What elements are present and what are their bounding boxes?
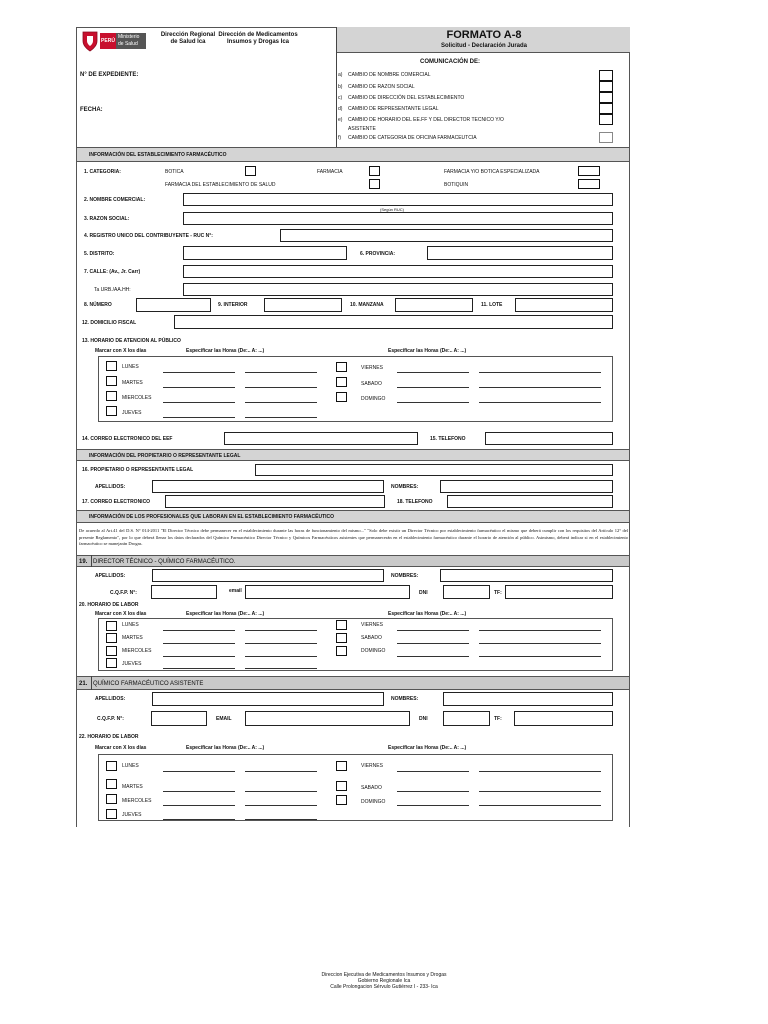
legal-paragraph: De acuerdo al Art.41 del D.S. N° 014-2011 "El Director Técnico debe permanecer en el establecimiento durante las horas de funcionamiento del mismo..." "Solo debe existir un Director Técnico por establecimiento farmacéutico el mismo que deberá cumplir con los requisitos del Artículo 12° del presente Reglamento", por lo que deberá llenar los datos declarados del Químico Farmacéutico Director Técnico y Químicos Farmacéuticos asistentes que permanecerán en el establecimiento farmacéutico durante el horario de atención al público. Asimismo, deberá indicar si en el establecimiento farmacéutico se manejarán Drogas. <box>79 528 628 546</box>
logo <box>80 30 146 52</box>
razon-social-field[interactable] <box>183 212 613 225</box>
nombre-comercial-label: 2. NOMBRE COMERCIAL: <box>84 197 146 203</box>
hours-line[interactable] <box>245 372 317 373</box>
day-label: MIERCOLES <box>122 648 152 654</box>
provincia-field[interactable] <box>427 246 613 260</box>
peru-shield-icon <box>80 30 100 52</box>
day-label: MARTES <box>122 635 143 641</box>
day-label: SABADO <box>361 381 382 387</box>
comm-checkbox-e[interactable] <box>599 114 613 125</box>
peru-badge <box>100 33 116 49</box>
farmacia-checkbox[interactable] <box>369 166 380 176</box>
comm-checkbox-b[interactable] <box>599 81 613 92</box>
qa-cqfp-label: C.Q.F.P. N°: <box>97 716 124 722</box>
day-label: LUNES <box>122 622 139 628</box>
dt-dni-label: DNI <box>419 590 428 596</box>
botiquin-label: BOTIQUIN <box>444 182 469 188</box>
day-checkbox-jueves[interactable] <box>106 406 117 416</box>
marcar-label: Marcar con X los días <box>95 611 147 617</box>
horario-atencion-label: 13. HORARIO DE ATENCION AL PÚBLICO <box>82 338 181 344</box>
hours-line[interactable] <box>163 791 235 792</box>
day-label: MARTES <box>122 784 143 790</box>
comm-checkbox-c[interactable] <box>599 92 613 103</box>
day-checkbox-miercoles[interactable] <box>106 646 117 656</box>
day-checkbox-martes[interactable] <box>106 633 117 643</box>
comm-item-b <box>338 84 415 90</box>
hours-line[interactable] <box>163 819 235 820</box>
qa-dni-label: DNI <box>419 716 428 722</box>
header-divider <box>336 27 337 147</box>
especificar-label: Especificar las Horas (De:.. A: ...) <box>186 745 265 751</box>
day-checkbox-miercoles[interactable] <box>106 794 117 804</box>
asistente-num-divider <box>91 676 92 690</box>
especificar-label-right: Especificar las Horas (De:.. A: ...) <box>388 348 467 354</box>
section-propietario-header <box>76 449 630 461</box>
dt-cqfp-label: C.Q.F.P. N°: <box>110 590 137 596</box>
lote-field[interactable] <box>515 298 613 312</box>
qa-horario-label: 22. HORARIO DE LABOR <box>79 734 139 740</box>
especificar-label: Especificar las Horas (De:.. A: ...) <box>186 348 265 354</box>
hours-line[interactable] <box>163 402 235 403</box>
day-label: SABADO <box>361 785 382 791</box>
section-asistente-header <box>76 676 630 690</box>
comm-letter: c) <box>338 95 343 101</box>
day-label: LUNES <box>122 364 139 370</box>
schedule-grid-2 <box>98 618 613 671</box>
peru-label: PERÚ <box>101 38 115 44</box>
hours-line[interactable] <box>479 791 601 792</box>
comm-text: CAMBIO DE RAZON SOCIAL <box>348 84 415 90</box>
propietario-field[interactable] <box>255 464 613 476</box>
hours-line[interactable] <box>479 630 601 631</box>
dt-tf-field[interactable] <box>505 585 613 599</box>
categoria-label: 1. CATEGORIA: <box>84 169 121 175</box>
segun-ruc-note: (Según RUC) <box>380 207 405 212</box>
comm-text: CAMBIO DE DIRECCIÓN DEL ESTABLECIMIENTO <box>348 95 465 101</box>
hours-line[interactable] <box>245 805 317 806</box>
hours-line[interactable] <box>479 656 601 657</box>
day-checkbox-martes[interactable] <box>106 376 117 386</box>
day-label: MARTES <box>122 380 143 386</box>
marcar-label: Marcar con X los días <box>95 348 147 354</box>
day-label: DOMINGO <box>361 396 386 402</box>
day-checkbox-lunes[interactable] <box>106 361 117 371</box>
hours-line[interactable] <box>163 805 235 806</box>
correo-eef-field[interactable] <box>224 432 418 445</box>
day-checkbox-miercoles[interactable] <box>106 391 117 401</box>
prop-telefono-label: 18. TELEFONO <box>397 499 433 505</box>
farmacia-especializada-label: FARMACIA Y/O BOTICA ESPECIALIZADA <box>444 169 540 175</box>
hours-line[interactable] <box>245 402 317 403</box>
section-profesionales-title: INFORMACIÓN DE LOS PROFESIONALES QUE LABORAN EN EL ESTABLECIMIENTO FARMACÉUTICO <box>89 514 335 520</box>
telefono-eef-label: 15. TELEFONO <box>430 436 466 442</box>
hours-line[interactable] <box>397 643 469 644</box>
section-profesionales-header <box>76 510 630 523</box>
lote-label: 11. LOTE <box>481 302 503 308</box>
botica-label: BOTICA <box>165 169 184 175</box>
calle-field[interactable] <box>183 265 613 278</box>
comm-text: CAMBIO DE CATEGORIA DE OFICINA FARMACEUTCIA <box>348 135 477 141</box>
ruc-label: 4. REGISTRO UNICO DEL CONTRIBUYENTE - RUC N°: <box>84 233 213 239</box>
hours-line[interactable] <box>397 805 469 806</box>
dt-tf-label: TF: <box>494 590 502 596</box>
comm-checkbox-a[interactable] <box>599 70 613 81</box>
day-label: JUEVES <box>122 410 142 416</box>
hours-line[interactable] <box>397 791 469 792</box>
hours-line[interactable] <box>163 387 235 388</box>
nombre-comercial-field[interactable] <box>183 193 613 206</box>
distrito-field[interactable] <box>183 246 347 260</box>
botica-checkbox[interactable] <box>245 166 256 176</box>
prop-apellidos-field[interactable] <box>152 480 384 493</box>
comm-text: ASISTENTE <box>348 126 376 132</box>
day-checkbox-sabado[interactable] <box>336 377 347 387</box>
day-checkbox-viernes[interactable] <box>336 761 347 771</box>
razon-social-label: 3. RAZON SOCIAL: <box>84 216 130 222</box>
propietario-label: 16. PROPIETARIO O REPRESENTANTE LEGAL <box>82 467 194 473</box>
footer <box>300 972 468 990</box>
section-director-header <box>76 555 630 567</box>
dir-regional-line2: de Salud Ica <box>170 39 206 45</box>
dt-email-field[interactable] <box>245 585 410 599</box>
director-num-divider <box>91 555 92 567</box>
botiquin-checkbox[interactable] <box>578 179 600 189</box>
hours-line[interactable] <box>397 771 469 772</box>
comm-letter: e) <box>338 117 343 123</box>
correo-eef-label: 14. CORREO ELECTRONICO DEL EEF <box>82 436 173 442</box>
de-salud-label: de Salud <box>118 41 138 47</box>
ruc-field[interactable] <box>280 229 613 242</box>
prop-nombres-label: NOMBRES: <box>391 484 419 490</box>
dt-apellidos-label: APELLIDOS: <box>95 573 126 579</box>
hours-line[interactable] <box>479 805 601 806</box>
qa-nombres-label: NOMBRES: <box>391 696 419 702</box>
day-label: MIERCOLES <box>122 395 152 401</box>
urb-field[interactable] <box>183 283 613 296</box>
dt-nombres-label: NOMBRES: <box>391 573 419 579</box>
hours-line[interactable] <box>245 630 317 631</box>
day-checkbox-sabado[interactable] <box>336 781 347 791</box>
prop-correo-label: 17. CORREO ELECTRONICO <box>82 499 151 505</box>
comm-letter: d) <box>338 106 343 112</box>
provincia-label: 6. PROVINCIA: <box>360 251 396 257</box>
qa-nombres-field[interactable] <box>443 692 613 706</box>
telefono-eef-field[interactable] <box>485 432 613 445</box>
numero-field[interactable] <box>136 298 211 312</box>
hours-line[interactable] <box>397 387 469 388</box>
day-checkbox-domingo[interactable] <box>336 646 347 656</box>
section-director-number: 19. <box>79 559 88 565</box>
qa-dni-field[interactable] <box>443 711 490 726</box>
comm-item-f <box>338 135 477 141</box>
dir-med-line1: Dirección de Medicamentos <box>218 32 298 38</box>
ministerio-badge <box>116 33 146 49</box>
farmacia-especializada-checkbox[interactable] <box>578 166 600 176</box>
especificar-label-right: Especificar las Horas (De:.. A: ...) <box>388 611 467 617</box>
especificar-label: Especificar las Horas (De:.. A: ...) <box>186 611 265 617</box>
hours-line[interactable] <box>245 387 317 388</box>
hours-line[interactable] <box>397 656 469 657</box>
fecha-label: FECHA: <box>80 107 103 113</box>
hours-line[interactable] <box>397 630 469 631</box>
qa-email-label: EMAIL <box>216 716 232 722</box>
section-establecimiento-title: INFORMACIÓN DEL ESTABLECIMIENTO FARMACÉUTICO <box>89 152 227 158</box>
qa-apellidos-label: APELLIDOS: <box>95 696 126 702</box>
hours-line[interactable] <box>163 630 235 631</box>
day-label: JUEVES <box>122 661 142 667</box>
hours-line[interactable] <box>245 656 317 657</box>
manzana-field[interactable] <box>395 298 473 312</box>
hours-line[interactable] <box>163 417 235 418</box>
interior-field[interactable] <box>264 298 342 312</box>
day-checkbox-sabado[interactable] <box>336 633 347 643</box>
format-title: FORMATO A-8 <box>446 29 522 41</box>
hours-line[interactable] <box>163 656 235 657</box>
hours-line[interactable] <box>397 402 469 403</box>
section-propietario-title: INFORMACIÓN DEL PROPIETARIO O REPRESENTANTE LEGAL <box>89 453 241 459</box>
hours-line[interactable] <box>245 819 317 820</box>
comm-item-c <box>338 95 465 101</box>
manzana-label: 10. MANZANA <box>350 302 384 308</box>
footer-line3: Calle Prolongacion Sérvulo Gutiérrez I - 233- Ica <box>330 984 438 990</box>
farmacia-salud-label: FARMACIA DEL ESTABLECIMIENTO DE SALUD <box>165 182 276 188</box>
hours-line[interactable] <box>163 643 235 644</box>
comm-text: CAMBIO DE HORARIO DEL EE.FF Y DEL DIRECTOR TECNICO Y/O <box>348 117 504 123</box>
hours-line[interactable] <box>163 372 235 373</box>
day-checkbox-domingo[interactable] <box>336 795 347 805</box>
farmacia-salud-checkbox[interactable] <box>369 179 380 189</box>
comm-text: CAMBIO DE NOMBRE COMERCIAL <box>348 72 431 78</box>
calle-label: 7. CALLE: (Av., Jr. Carr) <box>84 269 141 275</box>
comm-checkbox-d[interactable] <box>599 103 613 114</box>
dt-apellidos-field[interactable] <box>152 569 384 582</box>
day-checkbox-viernes[interactable] <box>336 362 347 372</box>
day-label: LUNES <box>122 763 139 769</box>
dir-regional-line1: Dirección Regional <box>160 32 216 38</box>
domicilio-field[interactable] <box>174 315 613 329</box>
expediente-label: N° DE EXPEDIENTE: <box>80 72 139 78</box>
domicilio-label: 12. DOMICILIO FISCAL <box>82 320 137 326</box>
qa-cqfp-field[interactable] <box>151 711 207 726</box>
prop-nombres-field[interactable] <box>440 480 613 493</box>
day-checkbox-lunes[interactable] <box>106 761 117 771</box>
hours-line[interactable] <box>479 387 601 388</box>
dir-medicamentos <box>218 32 298 46</box>
dt-dni-field[interactable] <box>443 585 490 599</box>
comunicacion-label: COMUNICACIÓN DE: <box>420 59 480 65</box>
qa-tf-label: TF: <box>494 716 502 722</box>
qa-email-field[interactable] <box>245 711 410 726</box>
distrito-label: 5. DISTRITO: <box>84 251 115 257</box>
hours-line[interactable] <box>479 372 601 373</box>
ministerio-label: Ministerio <box>118 34 140 40</box>
hours-line[interactable] <box>479 771 601 772</box>
comm-checkbox-f[interactable] <box>599 132 613 143</box>
day-checkbox-jueves[interactable] <box>106 658 117 668</box>
qa-apellidos-field[interactable] <box>152 692 384 706</box>
day-label: JUEVES <box>122 812 142 818</box>
dir-regional <box>160 32 216 46</box>
prop-apellidos-label: APELLIDOS: <box>95 484 126 490</box>
day-label: DOMINGO <box>361 648 386 654</box>
dir-med-line2: Insumos y Drogas Ica <box>226 39 290 45</box>
day-label: DOMINGO <box>361 799 386 805</box>
section-asistente-title: QUÍMICO FARMACÉUTICO ASISTENTE <box>93 681 204 687</box>
section-director-title: DIRECTOR TÉCNICO - QUÍMICO FARMACÉUTICO. <box>93 559 236 565</box>
day-label: SABADO <box>361 635 382 641</box>
prop-telefono-field[interactable] <box>447 495 613 508</box>
footer-line1: Direccion Ejecutiva de Medicamentos Insumos y Drogas <box>321 972 447 978</box>
comm-text: CAMBIO DE REPRESENTANTE LEGAL <box>348 106 439 112</box>
numero-label: 8. NÚMERO <box>84 302 112 308</box>
prop-correo-field[interactable] <box>165 495 385 508</box>
schedule-grid-1 <box>98 356 613 422</box>
qa-tf-field[interactable] <box>514 711 613 726</box>
format-header-box <box>336 27 630 53</box>
interior-label: 9. INTERIOR <box>218 302 248 308</box>
day-label: VIERNES <box>361 365 383 371</box>
hours-line[interactable] <box>245 643 317 644</box>
section-establecimiento-header <box>76 147 630 162</box>
urb-label: Ta URB./AA.HH: <box>94 287 131 293</box>
hours-line[interactable] <box>245 417 317 418</box>
comm-item-a <box>338 72 431 78</box>
format-subtitle: Solicitud - Declaración Jurada <box>440 43 528 49</box>
dt-nombres-field[interactable] <box>440 569 613 582</box>
day-checkbox-domingo[interactable] <box>336 392 347 402</box>
hours-line[interactable] <box>245 771 317 772</box>
hours-line[interactable] <box>397 372 469 373</box>
marcar-label: Marcar con X los días <box>95 745 147 751</box>
comm-letter: f) <box>338 135 342 141</box>
day-label: VIERNES <box>361 622 383 628</box>
day-label: VIERNES <box>361 763 383 769</box>
hours-line[interactable] <box>163 668 235 669</box>
dt-horario-label: 20. HORARIO DE LABOR <box>79 602 139 608</box>
comm-letter: b) <box>338 84 343 90</box>
dt-cqfp-field[interactable] <box>151 585 217 599</box>
day-checkbox-lunes[interactable] <box>106 621 117 631</box>
day-checkbox-jueves[interactable] <box>106 809 117 819</box>
hours-line[interactable] <box>245 791 317 792</box>
comm-item-e <box>338 117 504 123</box>
day-checkbox-martes[interactable] <box>106 779 117 789</box>
footer-line2: Gobierno Regionale Ica <box>357 978 411 984</box>
farmacia-label: FARMACIA <box>317 169 343 175</box>
comm-letter: a) <box>338 72 343 78</box>
section-asistente-number: 21. <box>79 681 88 687</box>
schedule-grid-3 <box>98 754 613 821</box>
day-checkbox-viernes[interactable] <box>336 620 347 630</box>
especificar-label-right: Especificar las Horas (De:.. A: ...) <box>388 745 467 751</box>
comm-item-d <box>338 106 439 112</box>
dt-email-label: email <box>229 588 242 594</box>
hours-line[interactable] <box>479 643 601 644</box>
hours-line[interactable] <box>245 668 317 669</box>
hours-line[interactable] <box>479 402 601 403</box>
hours-line[interactable] <box>163 771 235 772</box>
day-label: MIERCOLES <box>122 798 152 804</box>
